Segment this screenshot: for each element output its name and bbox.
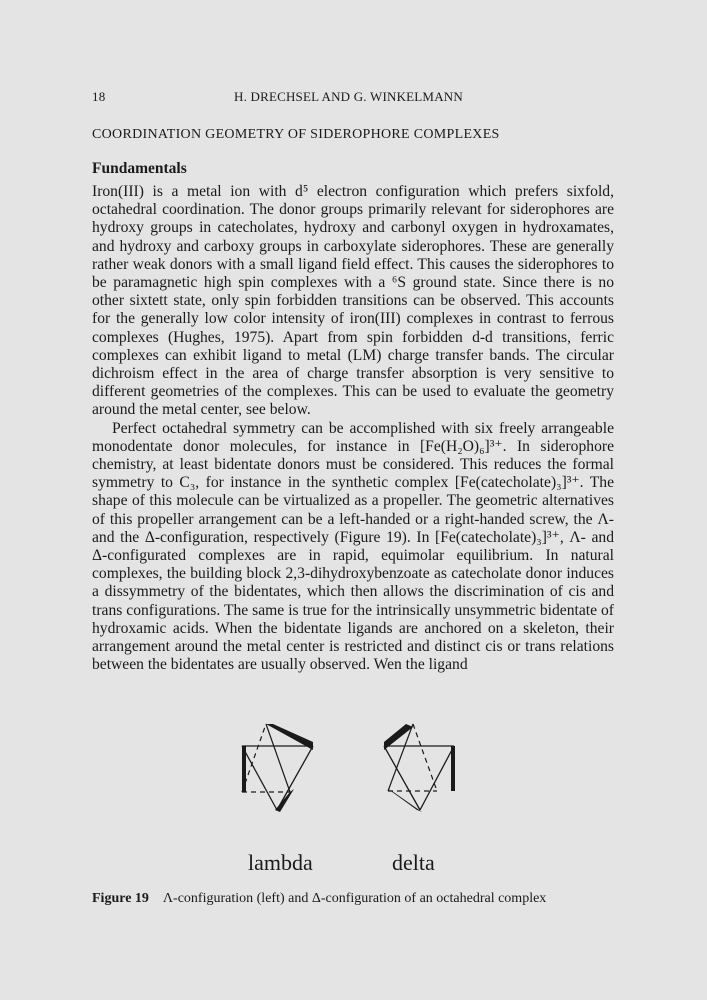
- caption-number: Figure 19: [92, 891, 149, 906]
- chapter-title: COORDINATION GEOMETRY OF SIDEROPHORE COMPLEXES: [92, 127, 500, 142]
- caption-text: Λ-configuration (left) and Δ-configuration of an octahedral complex: [162, 891, 547, 906]
- lambda-octahedron-diagram: [242, 724, 313, 812]
- octahedron-diagrams: [92, 700, 614, 850]
- paragraph-2: Perfect octahedral symmetry can be accomplished with six freely arrangeable monodentate donor molecules, for instance in [Fe(H₂O)₆]³⁺. In siderophore chemistry, at least bidentate donors must be considered. This reduces the formal symmetry to C₃, for instance in the synthetic complex [Fe(catecholate)₃]³⁺. The shape of this molecule can be virtualized as a propeller. The geometric alternatives of this propeller arrangement can be a left-handed or a right-handed screw, the Λ- and the Δ-configuration, respectively (Figure 19). In [Fe(catecholate)₃]³⁺, Λ- and Δ-configurated complexes are in rapid, equimolar equilibrium. In natural complexes, the building block 2,3-dihydroxybenzoate as catecholate donor induces a dissymmetry of the bidentates, which then allows the discrimination of cis and trans configurations. The same is true for the intrinsically unsymmetric bidentate of hydroxamic acids. When the bidentate ligands are anchored on a skeleton, their arrangement around the metal center is restricted and distinct cis or trans relations between the bidentates are usually observed. Wen the ligand: [92, 419, 614, 674]
- lambda-label: lambda: [248, 850, 313, 875]
- body-text: [92, 183, 614, 674]
- page-number: 18: [92, 89, 106, 104]
- figure-caption: [92, 891, 614, 907]
- running-header-authors: H. DRECHSEL AND G. WINKELMANN: [234, 89, 463, 104]
- delta-label: delta: [392, 850, 435, 875]
- paragraph-1: Iron(III) is a metal ion with d⁵ electron configuration which prefers sixfold, octahedral coordination. The donor groups primarily relevant for siderophores are hydroxy groups in catecholates, hydroxy and carbonyl oxygen in hydroxamates, and hydroxy and carboxy groups in carboxylate siderophores. These are generally rather weak donors with a small ligand field effect. This causes the siderophores to be paramagnetic high spin complexes with a ⁶S ground state. Since there is no other sixtett state, only spin forbidden transitions can be observed. This accounts for the generally low color intensity of iron(III) complexes in contrast to ferrous complexes (Hughes, 1975). Apart from spin forbidden d-d transitions, ferric complexes can exhibit ligand to metal (LM) charge transfer bands. The circular dichroism effect in the area of charge transfer absorption is very sensitive to different geometries of the complexes. This can be used to evaluate the geometry around the metal center, see below.: [92, 183, 614, 419]
- section-title: Fundamentals: [92, 160, 187, 177]
- delta-octahedron-diagram: [384, 724, 455, 812]
- figure-19: [92, 700, 614, 910]
